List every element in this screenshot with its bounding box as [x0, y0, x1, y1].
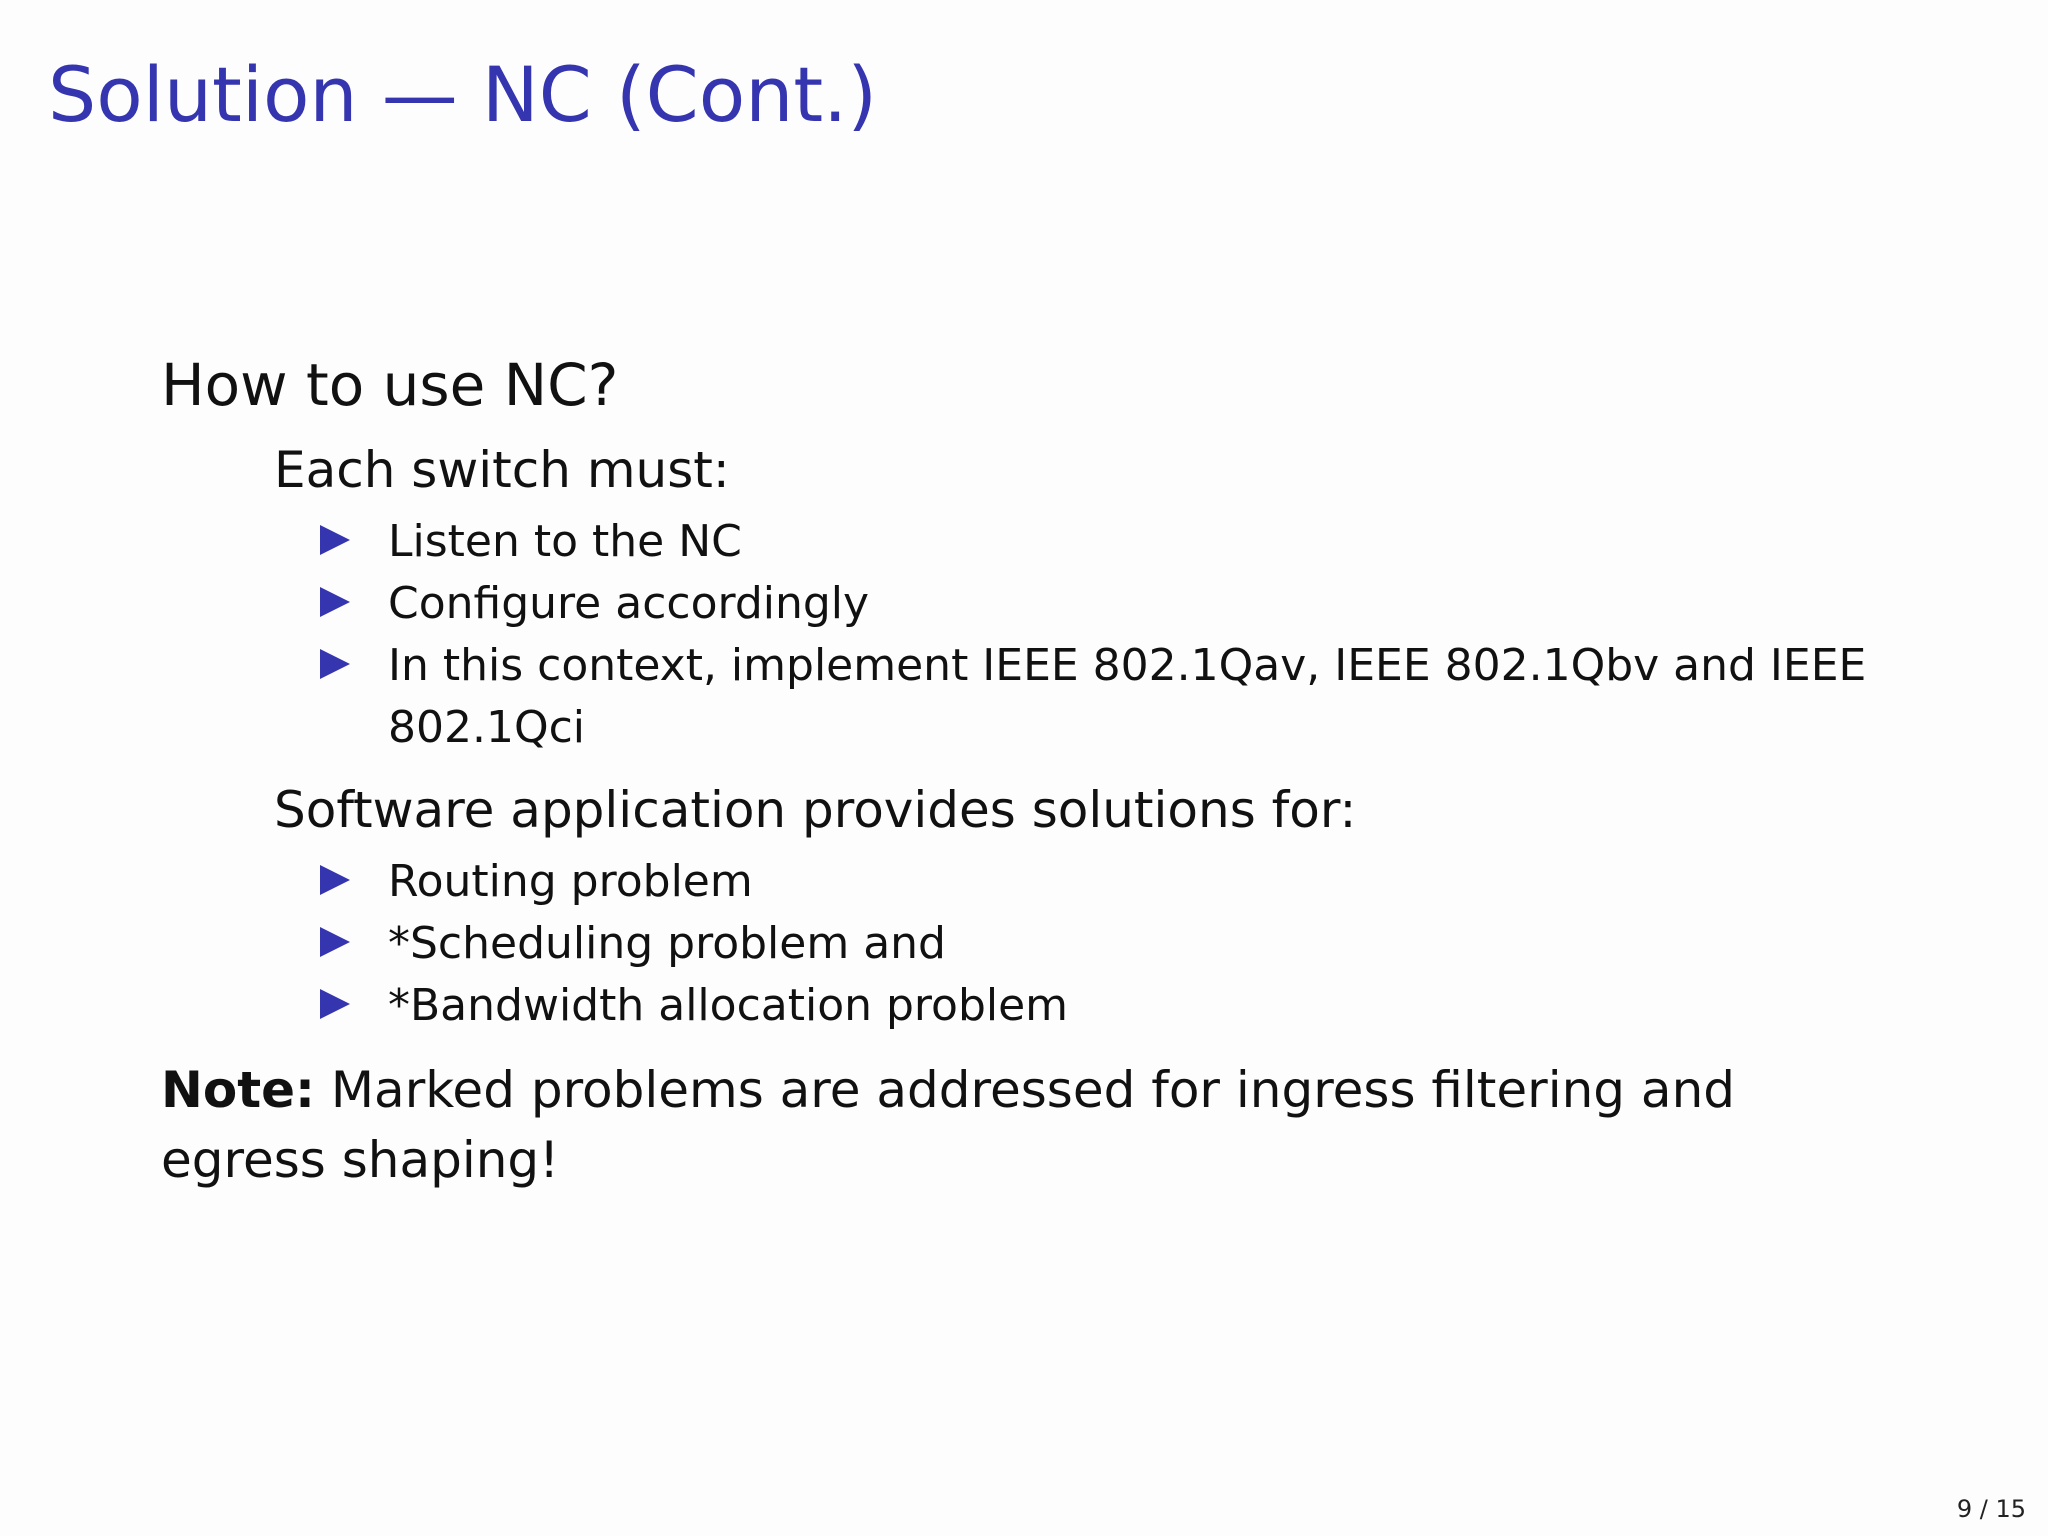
software-solutions-list	[320, 851, 1920, 1037]
list-item	[320, 635, 1920, 759]
bullet-triangle-icon	[320, 989, 350, 1019]
list-item	[320, 975, 1920, 1037]
subheading-switch-requirements: Each switch must:	[274, 441, 730, 499]
list-item-text: *Bandwidth allocation problem	[388, 980, 1069, 1031]
note-paragraph	[161, 1055, 1861, 1195]
bullet-triangle-icon	[320, 525, 350, 555]
list-item-text: Listen to the NC	[388, 516, 742, 567]
list-item	[320, 913, 1920, 975]
list-item-text: Configure accordingly	[388, 578, 870, 629]
section-question: How to use NC?	[161, 351, 619, 419]
bullet-triangle-icon	[320, 927, 350, 957]
list-item	[320, 511, 1920, 573]
list-item-text: In this context, implement IEEE 802.1Qav, IEEE 802.1Qbv and IEEE 802.1Qci	[388, 640, 1867, 753]
slide-title: Solution — NC (Cont.)	[48, 50, 877, 139]
switch-requirements-list	[320, 511, 1920, 759]
subheading-software-solutions: Software application provides solutions for:	[274, 781, 1357, 839]
bullet-triangle-icon	[320, 587, 350, 617]
note-label: Note:	[161, 1061, 316, 1119]
list-item	[320, 573, 1920, 635]
list-item-text: *Scheduling problem and	[388, 918, 946, 969]
bullet-triangle-icon	[320, 865, 350, 895]
page-number: 9 / 15	[1956, 1495, 2026, 1523]
list-item	[320, 851, 1920, 913]
note-text: Marked problems are addressed for ingress filtering and egress shaping!	[161, 1061, 1735, 1189]
bullet-triangle-icon	[320, 649, 350, 679]
list-item-text: Routing problem	[388, 856, 753, 907]
